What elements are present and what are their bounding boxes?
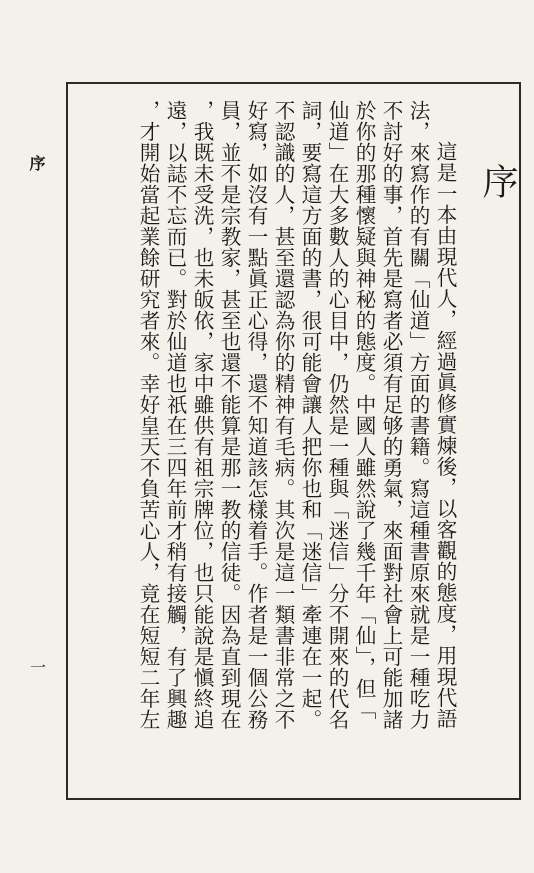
text-column: 於你的那種懷疑與神秘的態度。中國人雖然說了幾千年「仙」，但「 bbox=[352, 100, 376, 720]
body-text bbox=[80, 100, 458, 790]
text-column: 不認識的人，甚至還認為你的精神有毛病。其次是這一類書非常之不 bbox=[271, 100, 295, 730]
page-number: 一 bbox=[30, 658, 47, 677]
text-column: ，才開始當起業餘研究者來。幸好皇天不負苦心人，竟在短短二年左 bbox=[136, 100, 160, 730]
text-column: 法，來寫作的有關「仙道」方面的書籍。寫這種書原來就是一種吃力 bbox=[406, 100, 430, 730]
section-title: 序 bbox=[477, 163, 518, 199]
running-head: 序 bbox=[27, 155, 46, 171]
text-column: 好寫，如沒有一點眞正心得，還不知道該怎樣着手。作者是一個公務 bbox=[244, 100, 268, 730]
text-column: 仙道」在大多數人的心目中，仍然是一種與「迷信」分不開來的代名 bbox=[325, 100, 349, 730]
text-column: 詞，要寫這方面的書，很可能會讓人把你也和「迷信」牽連在一起。 bbox=[298, 100, 322, 730]
text-column: 這是一本由現代人，經過眞修實煉後，以客觀的態度，用現代語 bbox=[433, 141, 457, 729]
text-column: 員，並不是宗教家，甚至也還不能算是那一教的信徒。因為直到現在 bbox=[217, 100, 241, 730]
text-column: 遠，以誌不忘而已。對於仙道也祇在三四年前才稍有接觸，有了興趣 bbox=[163, 100, 187, 730]
text-column: 不討好的事，首先是寫者必須有足够的勇氣，來面對社會上可能加諸 bbox=[379, 100, 403, 730]
text-column: ，我既未受洗，也未皈依，家中雖供有祖宗牌位，也只能說是愼終追 bbox=[190, 100, 214, 730]
